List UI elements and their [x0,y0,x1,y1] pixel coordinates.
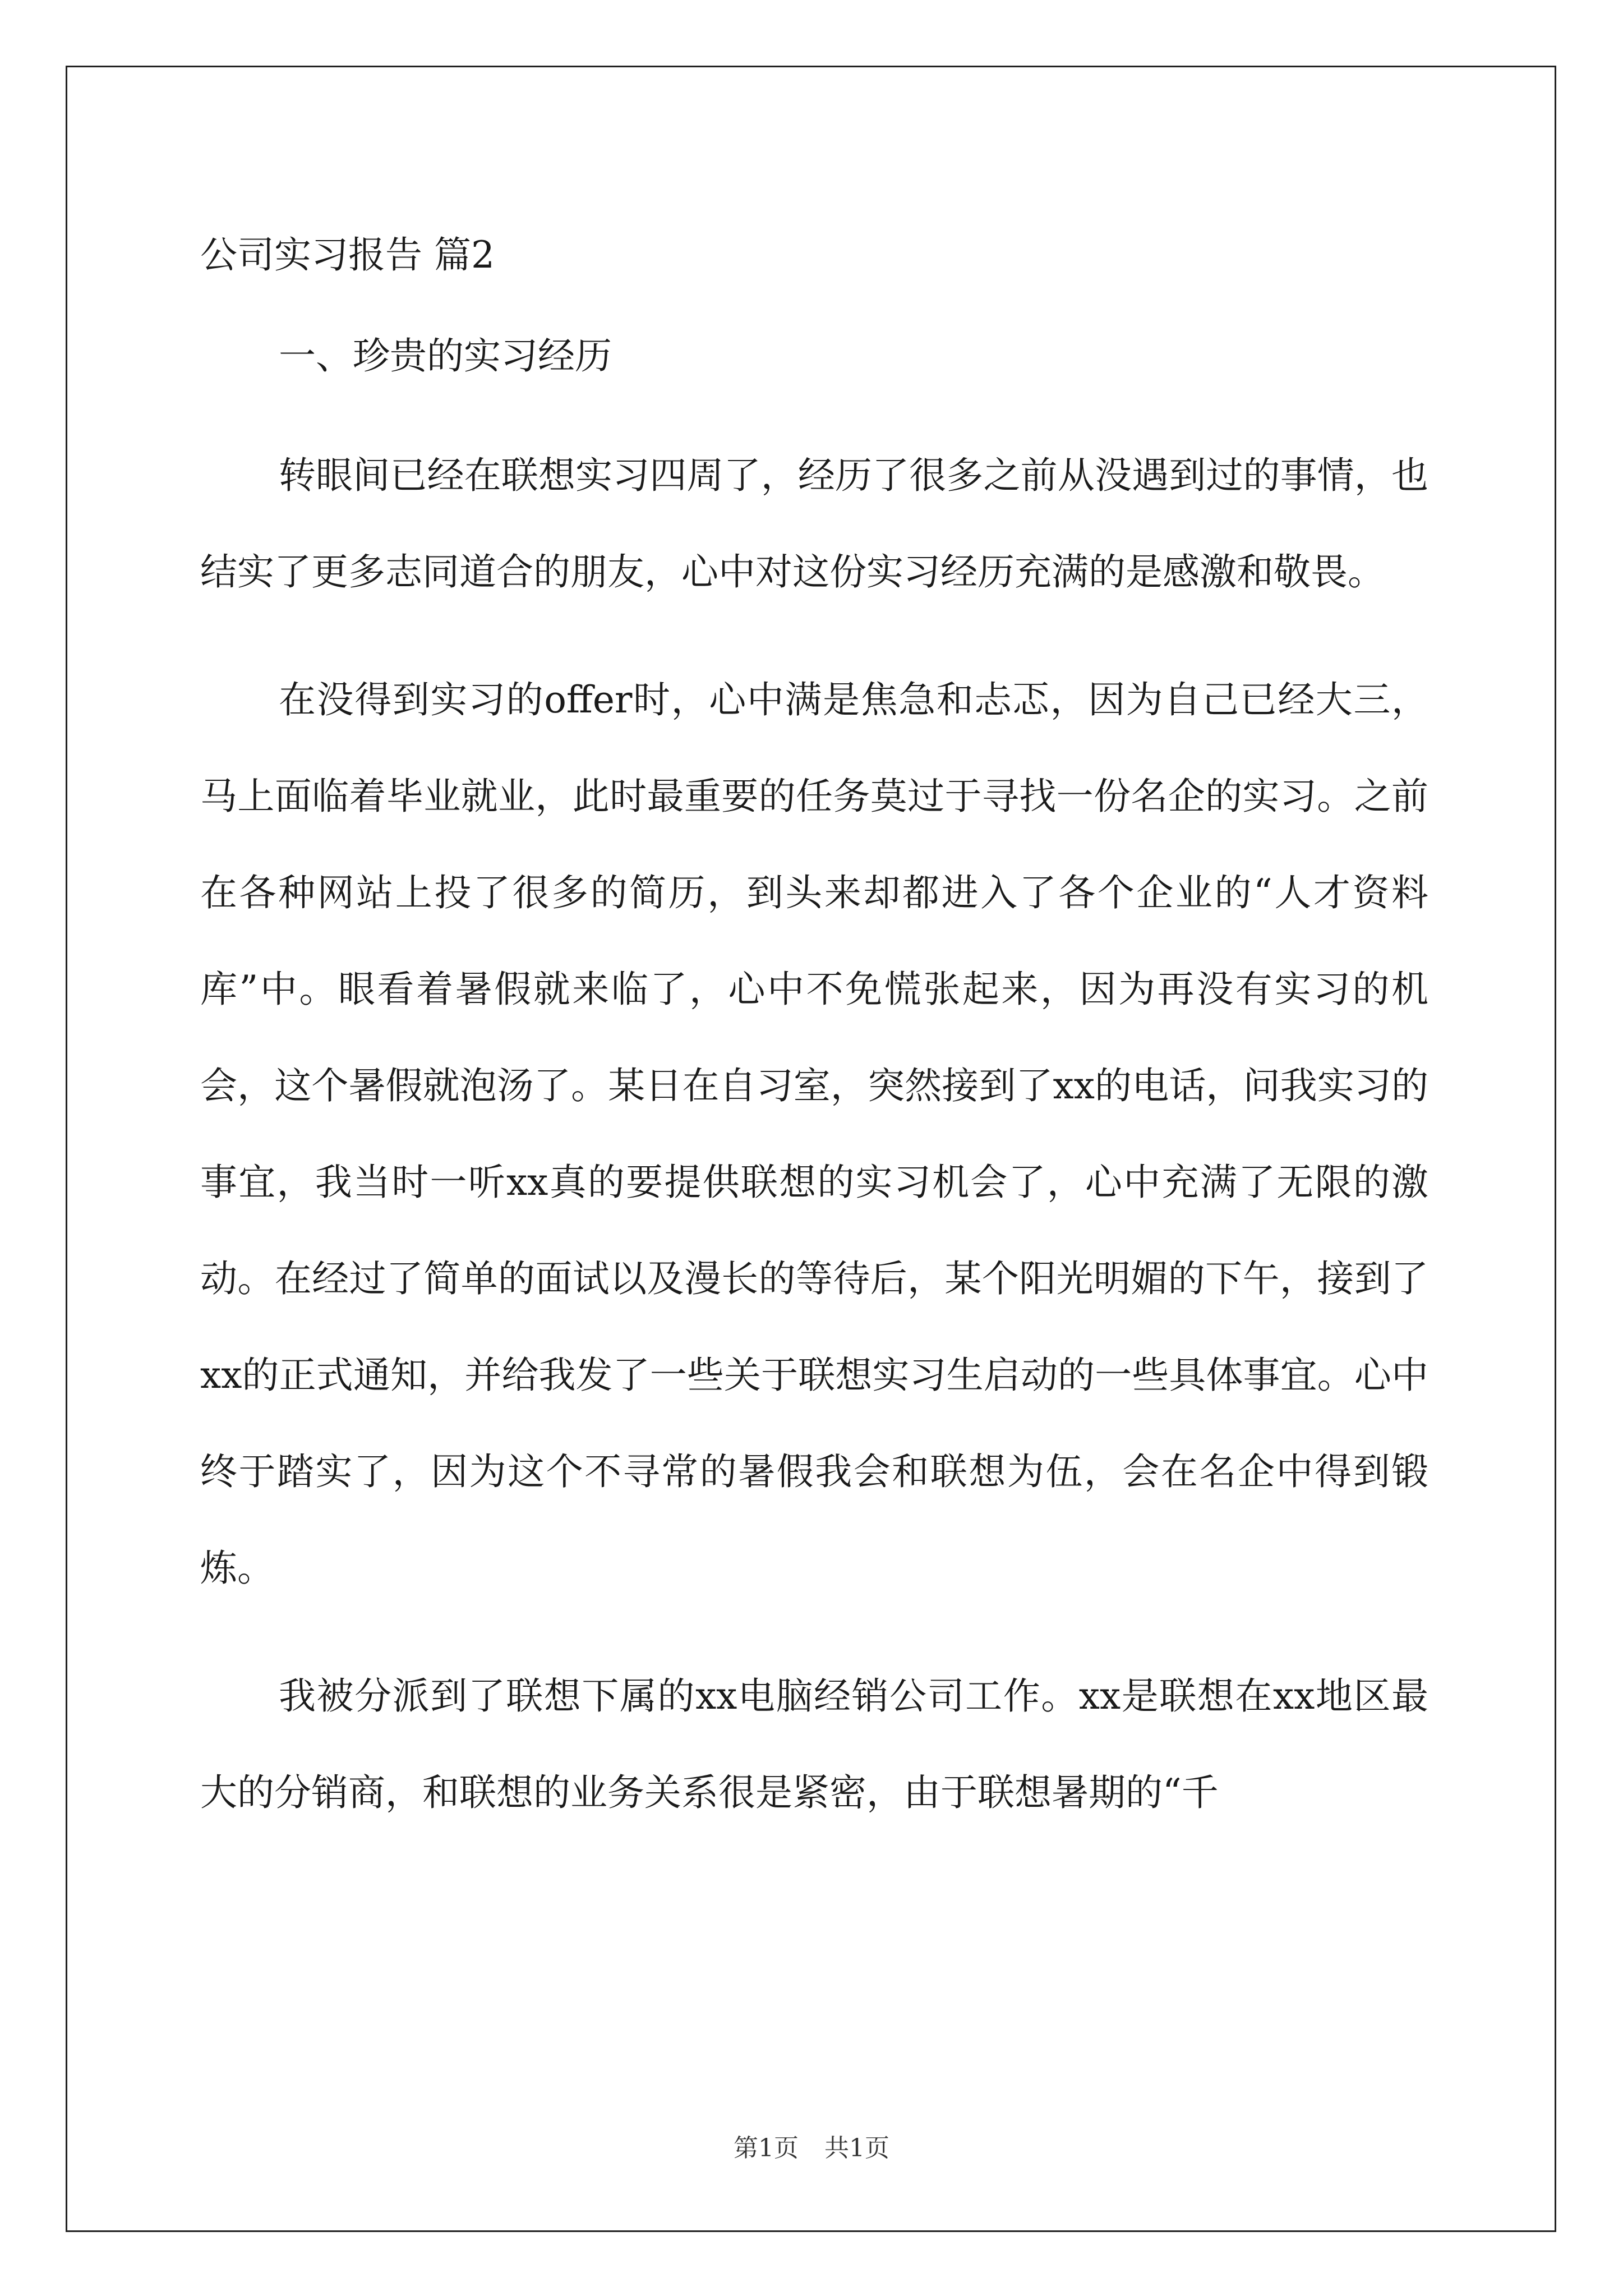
paragraph-2: 在没得到实习的offer时，心中满是焦急和忐忑，因为自己已经大三，马上面临着毕业就业，此时最重要的任务莫过于寻找一份名企的实习。之前在各种网站上投了很多的简历，到头来却都进入了各个企业的“人才资料库”中。眼看着暑假就来临了，心中不免慌张起来，因为再没有实习的机会，这个暑假就泡汤了。某日在自习室，突然接到了xx的电话，问我实习的事宜，我当时一听xx真的要提供联想的实习机会了，心中充满了无限的激动。在经过了简单的面试以及漫长的等待后，某个阳光明媚的下午，接到了xx的正式通知，并给我发了一些关于联想实习生启动的一些具体事宜。心中终于踏实了，因为这个不寻常的暑假我会和联想为伍，会在名企中得到锻炼。 [200,678,1428,1590]
page-footer [0,2128,1623,2164]
paragraph-1: 转眼间已经在联想实习四周了，经历了很多之前从没遇到过的事情，也结实了更多志同道合的朋友，心中对这份实习经历充满的是感激和敬畏。 [200,454,1428,593]
page-number: 第1页 [734,2134,799,2162]
page-total: 共1页 [824,2134,889,2162]
paragraph-3: 我被分派到了联想下属的xx电脑经销公司工作。xx是联想在xx地区最大的分销商，和联想的业务关系很是紧密，由于联想暑期的“千 [200,1674,1428,1814]
section-heading: 一、珍贵的实习经历 [279,334,612,378]
document-body [200,219,1428,1841]
document-title: 公司实习报告 篇2 [200,233,495,277]
